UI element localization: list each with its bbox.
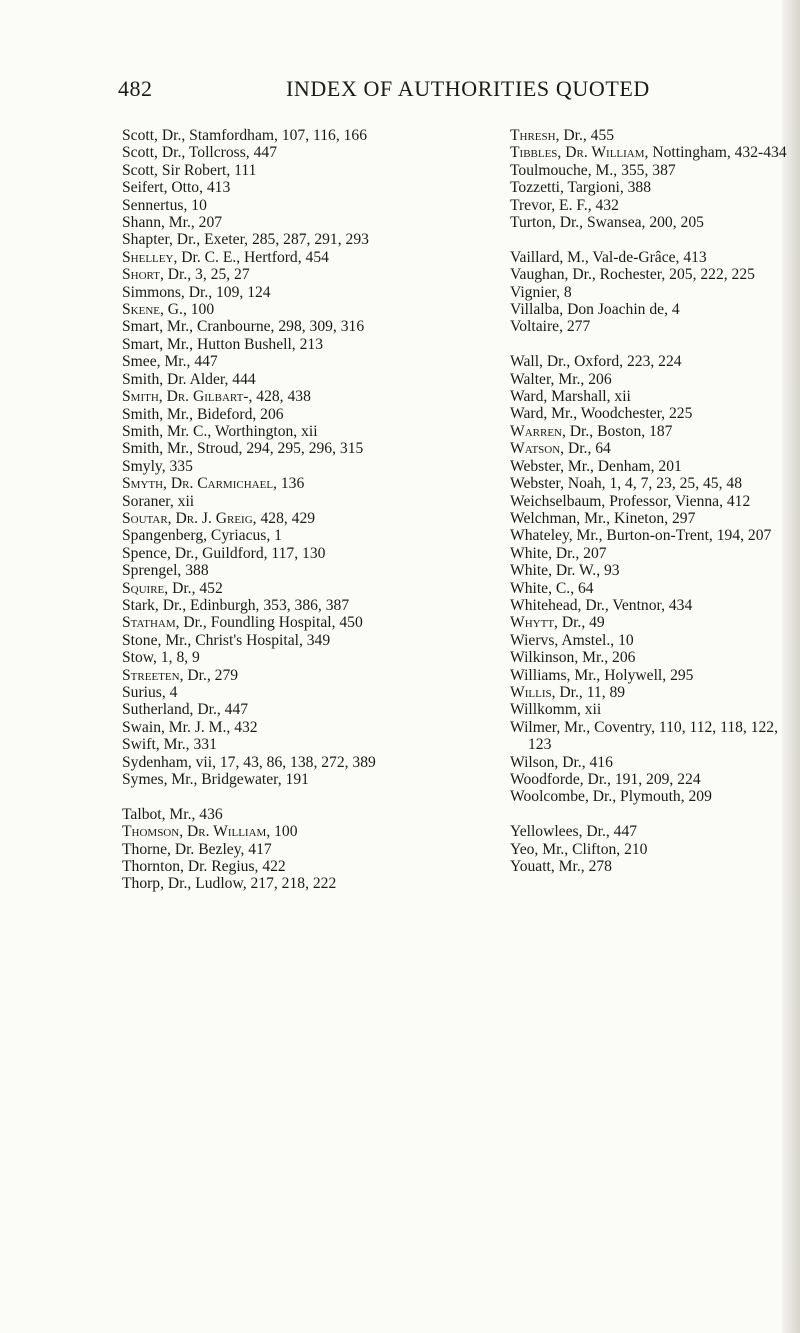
index-entry: White, Dr. W., 93 (510, 562, 620, 580)
index-entry: Youatt, Mr., 278 (510, 858, 612, 876)
index-entry: Stow, 1, 8, 9 (122, 649, 200, 667)
index-entry: Sutherland, Dr., 447 (122, 701, 249, 719)
index-entry: Weichselbaum, Professor, Vienna, 412 (510, 492, 751, 510)
section-gap (122, 788, 477, 805)
index-entry: Wilkinson, Mr., 206 (510, 649, 636, 667)
index-entry: Thomson, Dr. William, 100 (122, 823, 298, 841)
index-entry: Turton, Dr., Swansea, 200, 205 (510, 214, 704, 232)
index-entry: Scott, Dr., Stamfordham, 107, 116, 166 (122, 127, 368, 144)
index-entry: Whateley, Mr., Burton-on-Trent, 194, 207 (510, 527, 772, 545)
index-entry: Woodforde, Dr., 191, 209, 224 (510, 771, 701, 788)
index-entry: Thorne, Dr. Bezley, 417 (122, 840, 272, 858)
index-entry: Smith, Mr. C., Worthington, xii (122, 422, 318, 440)
index-entry: Smee, Mr., 447 (122, 353, 218, 371)
index-entry: Smith, Mr., Stroud, 294, 295, 296, 315 (122, 440, 364, 458)
index-entry: Wilmer, Mr., Coventry, 110, 112, 118, 122, 123 (510, 718, 779, 754)
index-entry: Smith, Mr., Bideford, 206 (122, 405, 284, 423)
index-entry: Villalba, Don Joachin de, 4 (510, 301, 680, 319)
index-entry: Smart, Mr., Cranbourne, 298, 309, 316 (122, 318, 365, 336)
index-entry: Willis, Dr., 11, 89 (510, 683, 626, 701)
index-entry: Smyth, Dr. Carmichael, 136 (122, 475, 305, 493)
section-gap (510, 806, 800, 823)
index-entry: Williams, Mr., Holywell, 295 (510, 666, 694, 684)
index-entry: Scott, Dr., Tollcross, 447 (122, 144, 277, 162)
index-entry: Statham, Dr., Foundling Hospital, 450 (122, 614, 363, 632)
index-entry: Tibbles, Dr. William, Nottingham, 432-434 (510, 144, 787, 162)
index-entry: Yellowlees, Dr., 447 (510, 823, 638, 841)
index-entry: Tozzetti, Targioni, 388 (510, 179, 652, 197)
index-column-right (510, 127, 800, 875)
index-entry: Toulmouche, M., 355, 387 (510, 161, 676, 179)
index-entry: Swift, Mr., 331 (122, 736, 217, 754)
index-entry: Spangenberg, Cyriacus, 1 (122, 527, 282, 545)
index-entry: Smyly, 335 (122, 457, 193, 475)
index-entry: Sprengel, 388 (122, 562, 209, 580)
index-entry: Ward, Mr., Woodchester, 225 (510, 405, 693, 423)
index-entry: Stone, Mr., Christ's Hospital, 349 (122, 631, 331, 649)
index-entry: Smart, Mr., Hutton Bushell, 213 (122, 335, 323, 353)
page-number: 482 (118, 76, 153, 101)
index-entry: White, Dr., 207 (510, 544, 607, 562)
index-entry: Voltaire, 277 (510, 318, 591, 336)
index-entry: Short, Dr., 3, 25, 27 (122, 266, 250, 284)
index-entry: Webster, Noah, 1, 4, 7, 23, 25, 45, 48 (510, 475, 742, 493)
index-entry: Warren, Dr., Boston, 187 (510, 422, 673, 440)
index-entry: Stark, Dr., Edinburgh, 353, 386, 387 (122, 596, 350, 614)
index-entry: Wiervs, Amstel., 10 (510, 631, 634, 649)
index-entry: Yeo, Mr., Clifton, 210 (510, 840, 648, 858)
index-entry: Willkomm, xii (510, 701, 602, 719)
index-entry: Smith, Dr. Gilbart-, 428, 438 (122, 388, 311, 406)
index-entry: Whytt, Dr., 49 (510, 614, 605, 632)
index-entry: Shapter, Dr., Exeter, 285, 287, 291, 293 (122, 231, 369, 249)
index-entry: White, C., 64 (510, 579, 594, 597)
index-entry: Talbot, Mr., 436 (122, 805, 223, 823)
index-entry: Vaughan, Dr., Rochester, 205, 222, 225 (510, 266, 755, 284)
page-title: INDEX OF AUTHORITIES QUOTED (286, 76, 650, 101)
index-entry: Surius, 4 (122, 684, 178, 701)
index-entry: Trevor, E. F., 432 (510, 196, 619, 214)
index-entry: Streeten, Dr., 279 (122, 666, 239, 684)
index-entry: Shelley, Dr. C. E., Hertford, 454 (122, 248, 329, 266)
index-entry: Welchman, Mr., Kineton, 297 (510, 509, 696, 527)
index-entry: Sennertus, 10 (122, 196, 207, 214)
index-entry: Skene, G., 100 (122, 301, 215, 319)
section-gap (510, 231, 800, 248)
index-entry: Walter, Mr., 206 (510, 370, 612, 388)
index-entry: Wilson, Dr., 416 (510, 753, 613, 771)
index-entry: Shann, Mr., 207 (122, 214, 223, 232)
index-entry: Seifert, Otto, 413 (122, 179, 231, 197)
index-entry: Webster, Mr., Denham, 201 (510, 457, 682, 475)
index-entry: Ward, Marshall, xii (510, 388, 631, 406)
index-entry: Thresh, Dr., 455 (510, 127, 615, 144)
index-entry: Watson, Dr., 64 (510, 440, 611, 458)
index-entry: Scott, Sir Robert, 111 (122, 161, 257, 179)
section-gap (510, 336, 800, 353)
running-head (0, 76, 800, 106)
index-entry: Soutar, Dr. J. Greig, 428, 429 (122, 509, 316, 527)
index-entry: Smith, Dr. Alder, 444 (122, 370, 256, 388)
index-entry: Vaillard, M., Val-de-Grâce, 413 (510, 248, 707, 266)
index-entry: Sydenham, vii, 17, 43, 86, 138, 272, 389 (122, 753, 376, 771)
index-entry: Woolcombe, Dr., Plymouth, 209 (510, 788, 712, 806)
index-entry: Vignier, 8 (510, 283, 572, 301)
index-entry: Simmons, Dr., 109, 124 (122, 283, 271, 301)
index-column-left (122, 127, 477, 893)
index-entry: Swain, Mr. J. M., 432 (122, 718, 258, 736)
index-entry: Spence, Dr., Guildford, 117, 130 (122, 544, 326, 562)
index-entry: Thornton, Dr. Regius, 422 (122, 858, 286, 876)
index-entry: Wall, Dr., Oxford, 223, 224 (510, 353, 682, 371)
index-entry: Thorp, Dr., Ludlow, 217, 218, 222 (122, 875, 337, 893)
index-entry: Soraner, xii (122, 492, 195, 510)
index-entry: Whitehead, Dr., Ventnor, 434 (510, 596, 693, 614)
index-entry: Symes, Mr., Bridgewater, 191 (122, 771, 309, 789)
index-entry: Squire, Dr., 452 (122, 579, 223, 597)
